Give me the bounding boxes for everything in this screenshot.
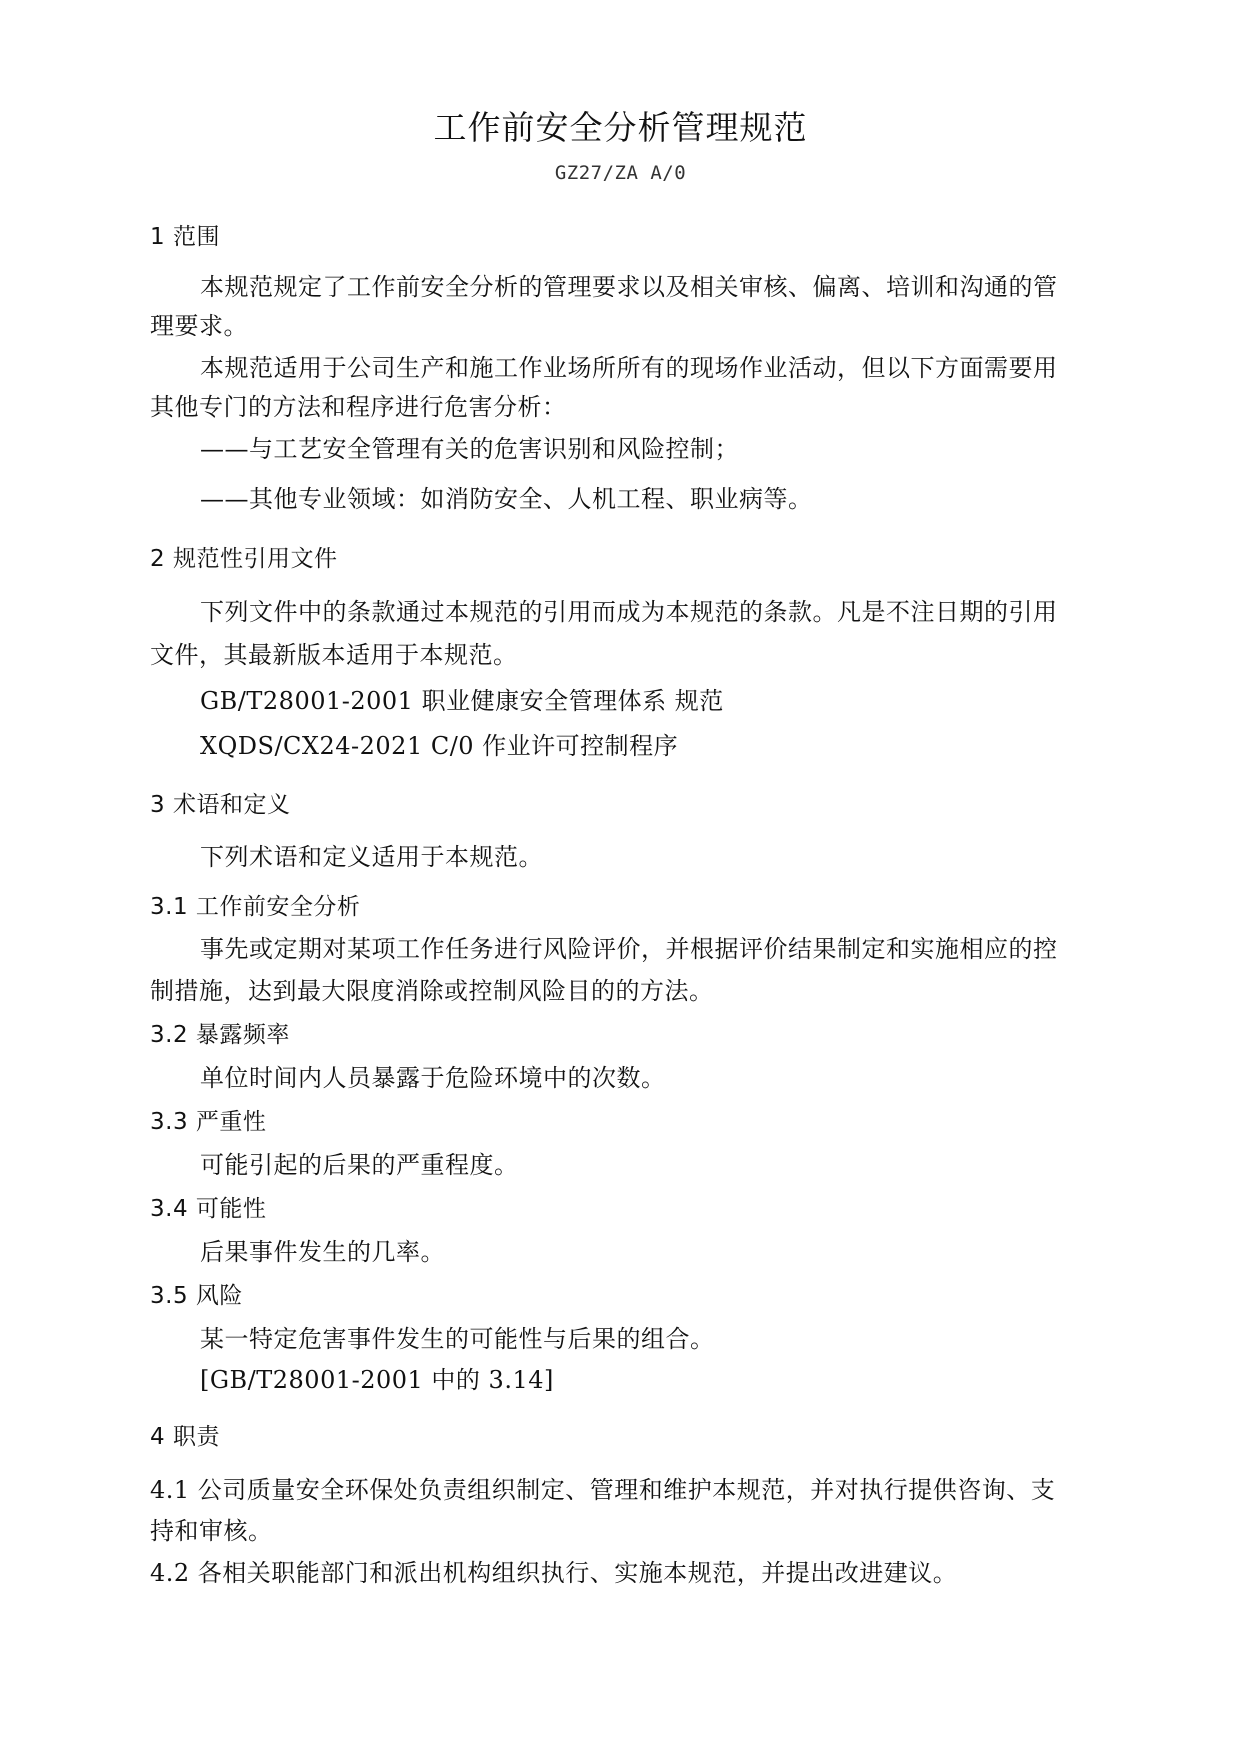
section-1-heading: 1 范围 [150, 224, 220, 250]
term-3-1-definition: 事先或定期对某项工作任务进行风险评价，并根据评价结果制定和实施相应的控 [200, 935, 1058, 963]
term-3-5-definition: 某一特定危害事件发生的可能性与后果的组合。 [200, 1325, 715, 1353]
section-1-bullet-2: ——其他专业领域：如消防安全、人机工程、职业病等。 [200, 485, 813, 513]
section-1-bullet-1: ——与工艺安全管理有关的危害识别和风险控制； [200, 435, 739, 463]
document-title: 工作前安全分析管理规范 [433, 108, 808, 147]
section-3-heading: 3 术语和定义 [150, 792, 291, 818]
section-1-paragraph-2-cont: 其他专门的方法和程序进行危害分析： [150, 393, 567, 421]
term-3-1-heading: 3.1 工作前安全分析 [150, 894, 361, 920]
term-3-2-heading: 3.2 暴露频率 [150, 1022, 290, 1048]
section-1-paragraph-2: 本规范适用于公司生产和施工作业场所所有的现场作业活动，但以下方面需要用 [200, 354, 1058, 382]
document-code: GZ27/ZA A/0 [554, 162, 687, 184]
section-2-paragraph-cont: 文件，其最新版本适用于本规范。 [150, 641, 518, 669]
term-3-4-definition: 后果事件发生的几率。 [200, 1238, 445, 1266]
responsibility-4-2: 4.2 各相关职能部门和派出机构组织执行、实施本规范，并提出改进建议。 [150, 1559, 958, 1587]
section-3-intro: 下列术语和定义适用于本规范。 [200, 843, 543, 871]
term-3-4-heading: 3.4 可能性 [150, 1196, 267, 1222]
reference-2: XQDS/CX24-2021 C/0 作业许可控制程序 [200, 732, 679, 760]
term-3-3-heading: 3.3 严重性 [150, 1109, 267, 1135]
section-2-paragraph: 下列文件中的条款通过本规范的引用而成为本规范的条款。凡是不注日期的引用 [200, 598, 1058, 626]
term-3-1-definition-cont: 制措施，达到最大限度消除或控制风险目的的方法。 [150, 977, 714, 1005]
term-3-3-definition: 可能引起的后果的严重程度。 [200, 1151, 519, 1179]
section-1-paragraph-1-cont: 理要求。 [150, 312, 248, 340]
responsibility-4-1: 4.1 公司质量安全环保处负责组织制定、管理和维护本规范，并对执行提供咨询、支 [150, 1476, 1056, 1504]
section-1-paragraph-1: 本规范规定了工作前安全分析的管理要求以及相关审核、偏离、培训和沟通的管 [200, 273, 1058, 301]
term-3-2-definition: 单位时间内人员暴露于危险环境中的次数。 [200, 1064, 666, 1092]
section-4-heading: 4 职责 [150, 1424, 220, 1450]
term-3-5-source: [GB/T28001-2001 中的 3.14] [200, 1366, 554, 1394]
reference-1: GB/T28001-2001 职业健康安全管理体系 规范 [200, 687, 724, 715]
term-3-5-heading: 3.5 风险 [150, 1283, 243, 1309]
section-2-heading: 2 规范性引用文件 [150, 546, 338, 572]
responsibility-4-1-cont: 持和审核。 [150, 1517, 273, 1545]
